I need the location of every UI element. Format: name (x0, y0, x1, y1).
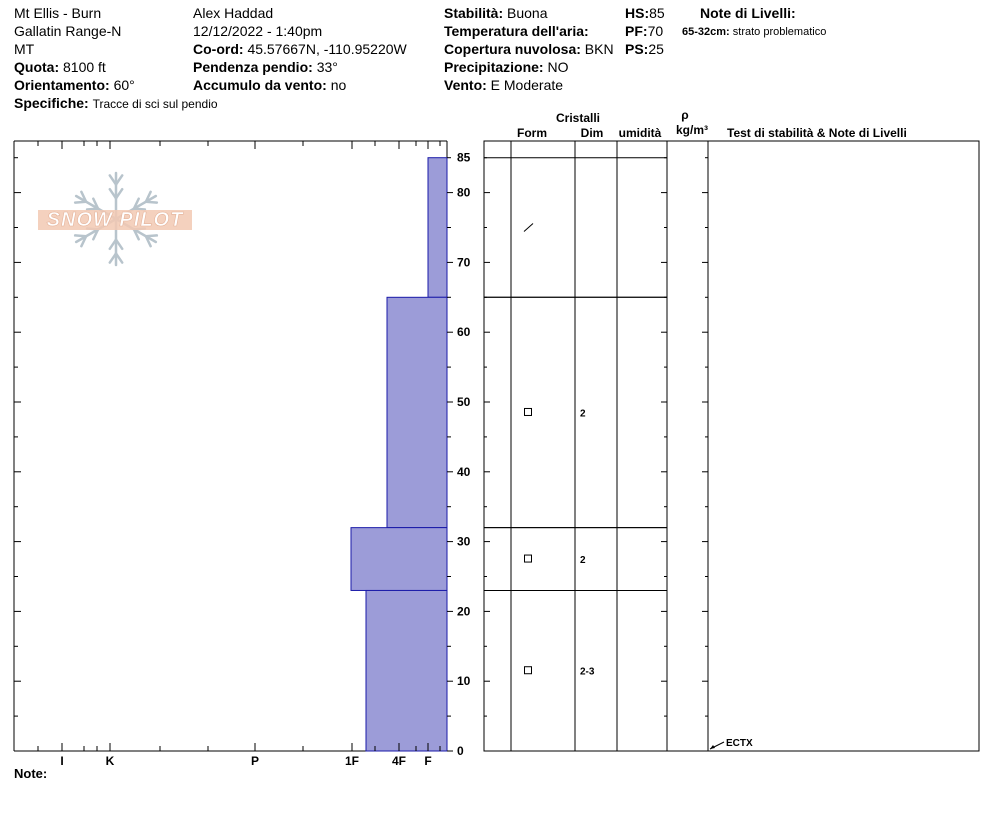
snowflake-branch (146, 202, 157, 203)
height-tick-label: 40 (457, 464, 471, 479)
layer-notes-title: Note di Livelli: (700, 5, 796, 21)
hardness-bar (387, 297, 447, 527)
grain-form-symbol (525, 667, 532, 674)
hs-value: 85 (649, 5, 665, 21)
rho-header: ρ (681, 108, 689, 122)
layer-note-range: 65-32cm: (682, 26, 730, 38)
hardness-tick-label: P (250, 754, 260, 768)
grain-size-label: 2 (580, 408, 586, 420)
grain-form-symbol (525, 408, 532, 415)
wind-label: Vento: (444, 77, 487, 93)
hardness-bars (351, 158, 447, 751)
logo-text: SNOW PILOT (46, 209, 184, 231)
snowflake-branch (75, 235, 86, 236)
aspect-value: 60° (113, 77, 135, 93)
test-pointer-head (710, 745, 715, 749)
stability-label: Stabilità: (444, 5, 504, 21)
dim-header: Dim (580, 126, 604, 140)
form-header: Form (517, 126, 547, 140)
precip-label: Precipitazione: (444, 59, 544, 75)
grain-size-label: 2-3 (580, 666, 595, 678)
hardness-bar (351, 528, 447, 591)
range-name: Gallatin Range-N (14, 23, 122, 39)
elevation-label: Quota: (14, 59, 60, 75)
grain-form-symbol (524, 224, 533, 232)
height-tick-label: 20 (457, 604, 471, 619)
wind-loading-value: no (330, 77, 347, 93)
ps-label: PS: (625, 41, 649, 57)
hardness-bar (366, 590, 447, 751)
hardness-tick-label: I (60, 754, 64, 768)
snowflake-branch (146, 235, 157, 236)
wind-value: E Moderate (490, 77, 564, 93)
hardness-bar (428, 158, 447, 298)
grain-size-label: 2 (580, 555, 586, 567)
crystals-header: Cristalli (555, 111, 601, 125)
height-tick-label: 30 (457, 534, 471, 549)
height-tick-label: 80 (457, 185, 471, 200)
slope-label: Pendenza pendio: (193, 59, 313, 75)
observer-name: Alex Haddad (193, 5, 274, 21)
stability-value: Buona (507, 5, 548, 21)
height-tick-label: 0 (457, 744, 464, 758)
humidity-header: umidità (618, 126, 662, 140)
cloud-cover-label: Copertura nuvolosa: (444, 41, 581, 57)
height-tick-label: 85 (457, 150, 471, 165)
coords-label: Co-ord: (193, 41, 244, 57)
height-tick-label: 60 (457, 325, 471, 340)
hs-label: HS: (625, 5, 650, 21)
grain-form-symbol (525, 555, 532, 562)
location-name: Mt Ellis - Burn (14, 5, 102, 21)
hardness-tick-label: 1F (344, 754, 360, 768)
density-unit-header: kg/m³ (675, 123, 709, 137)
tests-header: Test di stabilità & Note di Livelli (727, 126, 907, 140)
pf-value: 70 (647, 23, 664, 39)
hardness-tick-label: 4F (391, 754, 407, 768)
layer-note-text: strato problematico (732, 26, 827, 38)
snowpilot-logo (38, 173, 192, 265)
height-tick-label: 70 (457, 255, 471, 270)
hardness-tick-label: K (105, 754, 115, 768)
snowflake-branch (75, 202, 86, 203)
observation-datetime: 12/12/2022 - 1:40pm (193, 23, 323, 39)
table-border (484, 141, 979, 751)
coords-value: 45.57667N, -110.95220W (247, 41, 407, 57)
height-tick-label: 10 (457, 674, 471, 689)
wind-loading-label: Accumulo da vento: (193, 77, 327, 93)
test-label: ECTX (726, 738, 753, 749)
aspect-label: Orientamento: (14, 77, 110, 93)
pf-label: PF: (625, 23, 648, 39)
precip-value: NO (547, 59, 569, 75)
air-temp-label: Temperatura dell'aria: (444, 23, 589, 39)
ps-value: 25 (648, 41, 664, 57)
specifics-label: Specifiche: (14, 95, 89, 111)
stability-tests (710, 738, 753, 749)
elevation-value: 8100 ft (63, 59, 106, 75)
cloud-cover-value: BKN (584, 41, 614, 57)
note-label: Note: (14, 766, 48, 781)
slope-value: 33° (316, 59, 338, 75)
state-name: MT (14, 41, 35, 57)
layer-table (484, 141, 979, 751)
hardness-tick-label: F (424, 754, 432, 768)
specifics-value: Tracce di sci sul pendio (92, 97, 218, 111)
height-tick-label: 50 (457, 395, 471, 409)
